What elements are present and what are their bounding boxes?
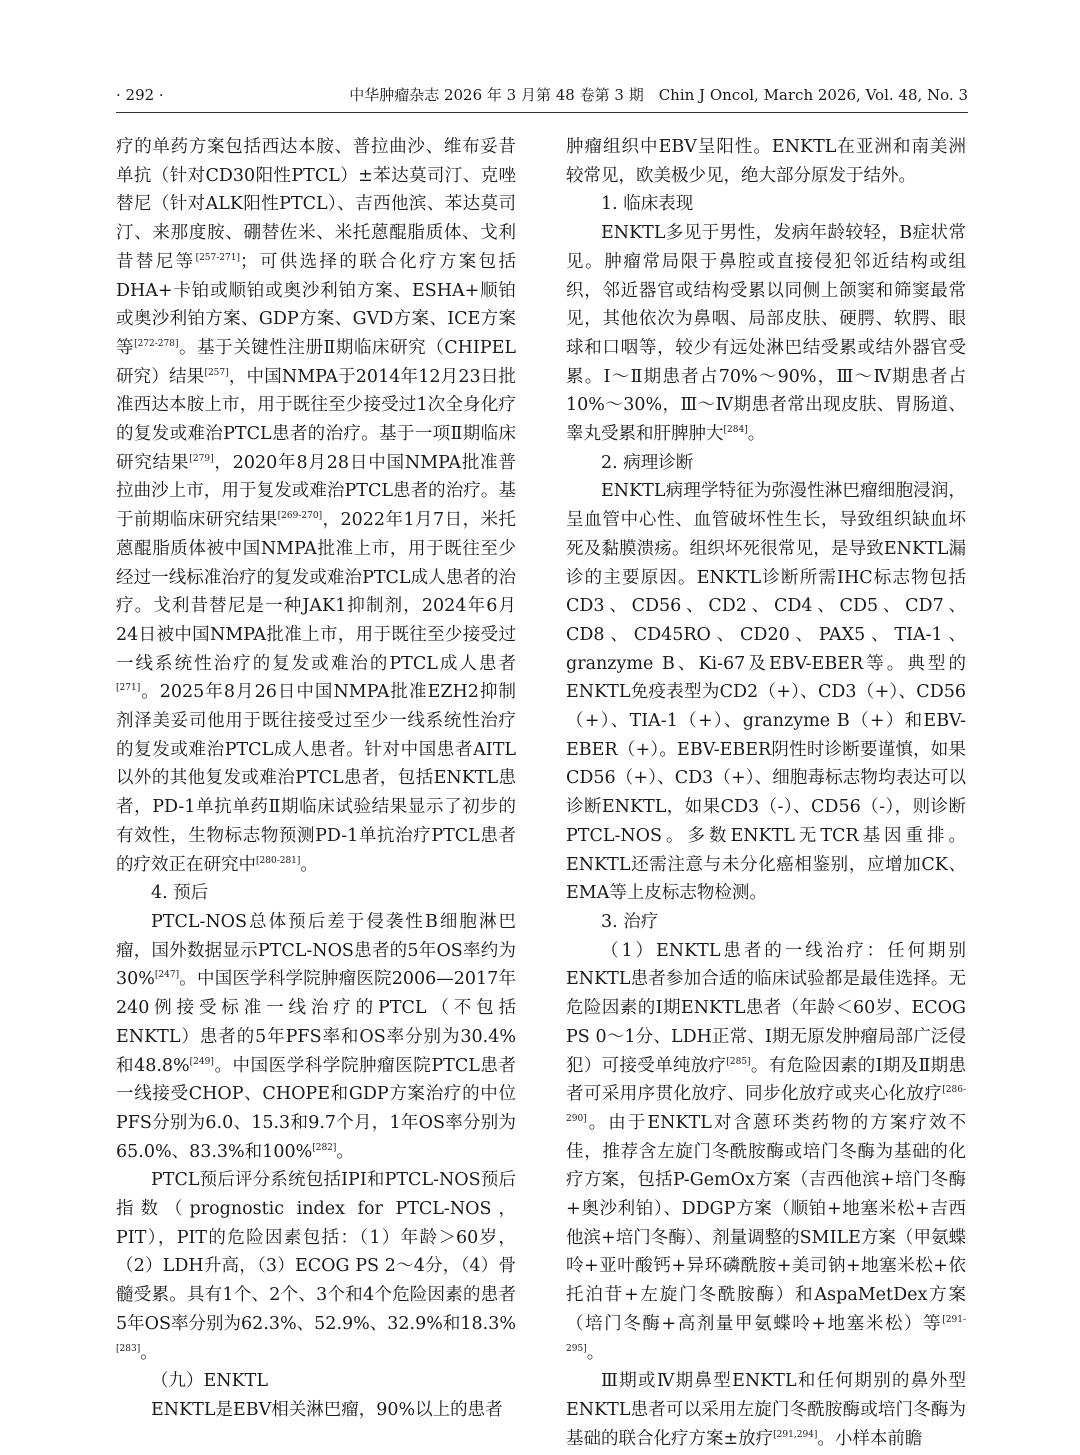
- paragraph: PTCL预后评分系统包括IPI和PTCL-NOS预后指数（prognostic index for PTCL-NOS，PIT），PIT的危险因素包括：（1）年龄＞60岁，（2）LDH升高，（3）ECOG PS 2～4分，（4）骨髓受累。具有1个、2个、3个和4个危险因素的患者5年OS率分别为62.3%、52.9%、32.9%和18.3%[283]。: [116, 1170, 516, 1363]
- section-heading: 3. 治疗: [601, 911, 659, 932]
- journal-citation: 中华肿瘤杂志 2026 年 3 月第 48 卷第 3 期 Chin J Oncol, March 2026, Vol. 48, No. 3: [349, 86, 968, 104]
- citation-ref: [280-281]: [256, 855, 301, 866]
- citation-ref: [282]: [312, 1142, 337, 1153]
- citation-ref: [272-278]: [134, 338, 179, 349]
- section-heading: 2. 病理诊断: [601, 452, 694, 473]
- citation-ref: [269-270]: [277, 511, 323, 522]
- header-rule: [116, 112, 968, 113]
- citation-ref: [279]: [189, 453, 214, 464]
- citation-ref: [247]: [154, 970, 180, 981]
- paragraph: ENKTL是EBV相关淋巴瘤，90%以上的患者: [151, 1399, 503, 1420]
- paragraph: 肿瘤组织中EBV呈阳性。ENKTL在亚洲和南美洲较常见，欧美极少见，绝大部分原发于结外。: [566, 137, 966, 186]
- paragraph: PTCL-NOS总体预后差于侵袭性B细胞淋巴瘤，国外数据显示PTCL-NOS患者的5年OS率约为30%[247]。中国医学科学院肿瘤医院2006—2017年240例接受标准一线治疗的PTCL（不包括ENKTL）患者的5年PFS率和OS率分别为30.4%和48.8%[249]。中国医学科学院肿瘤医院PTCL患者一线接受CHOP、CHOPE和GDP方案治疗的中位PFS分别为6.0、15.3和9.7个月，1年OS率分别为65.0%、83.3%和100%[282]。: [116, 911, 516, 1162]
- citation-ref: [285]: [726, 1056, 751, 1067]
- section-heading: 1. 临床表现: [601, 194, 694, 215]
- paragraph: 疗的单药方案包括西达本胺、普拉曲沙、维布妥昔单抗（针对CD30阳性PTCL）±苯达莫司汀、克唑替尼（针对ALK阳性PTCL）、吉西他滨、苯达莫司汀、来那度胺、硼替佐米、米托蒽醌脂质体、戈利昔替尼等[257-271]；可供选择的联合化疗方案包括DHA+卡铂或顺铂或奥沙利铂方案、ESHA+顺铂或奥沙利铂方案、GDP方案、GVD方案、ICE方案等[272-278]。基于关键性注册Ⅱ期临床研究（CHIPEL研究）结果[257]，中国NMPA于2014年12月23日批准西达本胺上市，用于既往至少接受过1次全身化疗的复发或难治PTCL患者的治疗。基于一项Ⅱ期临床研究结果[279]，2020年8月28日中国NMPA批准普拉曲沙上市，用于复发或难治PTCL患者的治疗。基于前期临床研究结果[269-270]，2022年1月7日，米托蒽醌脂质体被中国NMPA批准上市，用于既往至少经过一线标准治疗的复发或难治PTCL成人患者的治疗。戈利昔替尼是一种JAK1抑制剂，2024年6月24日被中国NMPA批准上市，用于既往至少接受过一线系统性治疗的复发或难治的PTCL成人患者[271]。2025年8月26日中国NMPA批准EZH2抑制剂泽美妥司他用于既往接受过至少一线系统性治疗的复发或难治PTCL成人患者。针对中国患者AITL以外的其他复发或难治PTCL患者，包括ENKTL患者，PD-1单抗单药Ⅱ期临床试验结果显示了初步的有效性，生物标志物预测PD-1单抗治疗PTCL患者的疗效正在研究中[280-281]。: [116, 137, 517, 875]
- citation-ref: [286-290]: [566, 1085, 966, 1124]
- citation-ref: [271]: [116, 683, 141, 694]
- section-heading: 4. 预后: [151, 883, 209, 904]
- citation-ref: [291-295]: [566, 1314, 966, 1354]
- citation-ref: [283]: [116, 1343, 141, 1354]
- paragraph: （1）ENKTL患者的一线治疗：任何期别ENKTL患者参加合适的临床试验都是最佳选择。无危险因素的Ⅰ期ENKTL患者（年龄＜60岁、ECOG PS 0～1分、LDH正常、Ⅰ期无原发肿瘤局部广泛侵犯）可接受单纯放疗[285]。有危险因素的Ⅰ期及Ⅱ期患者可采用序贯化放疗、同步化放疗或夹心化放疗[286-290]。由于ENKTL对含蒽环类药物的方案疗效不佳，推荐含左旋门冬酰胺酶或培门冬酶为基础的化疗方案，包括P-GemOx方案（吉西他滨+培门冬酶+奥沙利铂）、DDGP方案（顺铂+地塞米松+吉西他滨+培门冬酶）、剂量调整的SMILE方案（甲氨蝶呤+亚叶酸钙+异环磷酰胺+美司钠+地塞米松+依托泊苷+左旋门冬酰胺酶）和AspaMetDex方案（培门冬酶+高剂量甲氨蝶呤+地塞米松）等[291-295]。: [566, 940, 966, 1363]
- citation-ref: [257]: [204, 367, 229, 378]
- citation-ref: [257-271]: [195, 252, 240, 263]
- paragraph: Ⅲ期或Ⅳ期鼻型ENKTL和任何期别的鼻外型ENKTL患者可以采用左旋门冬酰胺酶或培门冬酶为基础的联合化疗方案±放疗[291,294]。小样本前瞻: [566, 1371, 966, 1449]
- section-heading: （九）ENKTL: [151, 1371, 268, 1392]
- citation-ref: [284]: [723, 425, 748, 436]
- running-header: [116, 84, 968, 106]
- paragraph: ENKTL病理学特征为弥漫性淋巴瘤细胞浸润，呈血管中心性、血管破坏性生长，导致组织缺血坏死及黏膜溃疡。组织坏死很常见，是导致ENKTL漏诊的主要原因。ENKTL诊断所需IHC标志物包括CD3、CD56、CD2、CD4、CD5、CD7、CD8、CD45RO、CD20、PAX5、TIA-1、granzyme B、Ki-67及EBV-EBER等。典型的ENKTL免疫表型为CD2（+）、CD3（+）、CD56（+）、TIA-1（+）、granzyme B（+）和EBV-EBER（+）。EBV-EBER阴性时诊断要谨慎，如果CD56（+）、CD3（+）、细胞毒标志物均表达可以诊断ENKTL，如果CD3（-）、CD56（-），则诊断PTCL-NOS。多数ENKTL无TCR基因重排。ENKTL还需注意与未分化癌相鉴别，应增加CK、EMA等上皮标志物检测。: [566, 481, 966, 904]
- citation-ref: [291,294]: [773, 1429, 818, 1440]
- paragraph: ENKTL多见于男性，发病年龄较轻，B症状常见。肿瘤常局限于鼻腔或直接侵犯邻近结构或组织，邻近器官或结构受累以同侧上颌窦和筛窦最常见，其他依次为鼻咽、局部皮肤、硬腭、软腭、眼球和口咽等，较少有远处淋巴结受累或结外器官受累。Ⅰ～Ⅱ期患者占70%～90%，Ⅲ～Ⅳ期患者占10%～30%，Ⅲ～Ⅳ期患者常出现皮肤、胃肠道、睾丸受累和肝脾肿大[284]。: [566, 223, 966, 445]
- page-number: · 292 ·: [116, 86, 164, 104]
- right-column: [566, 133, 966, 1453]
- left-column: [116, 133, 516, 1425]
- citation-ref: [249]: [189, 1056, 214, 1067]
